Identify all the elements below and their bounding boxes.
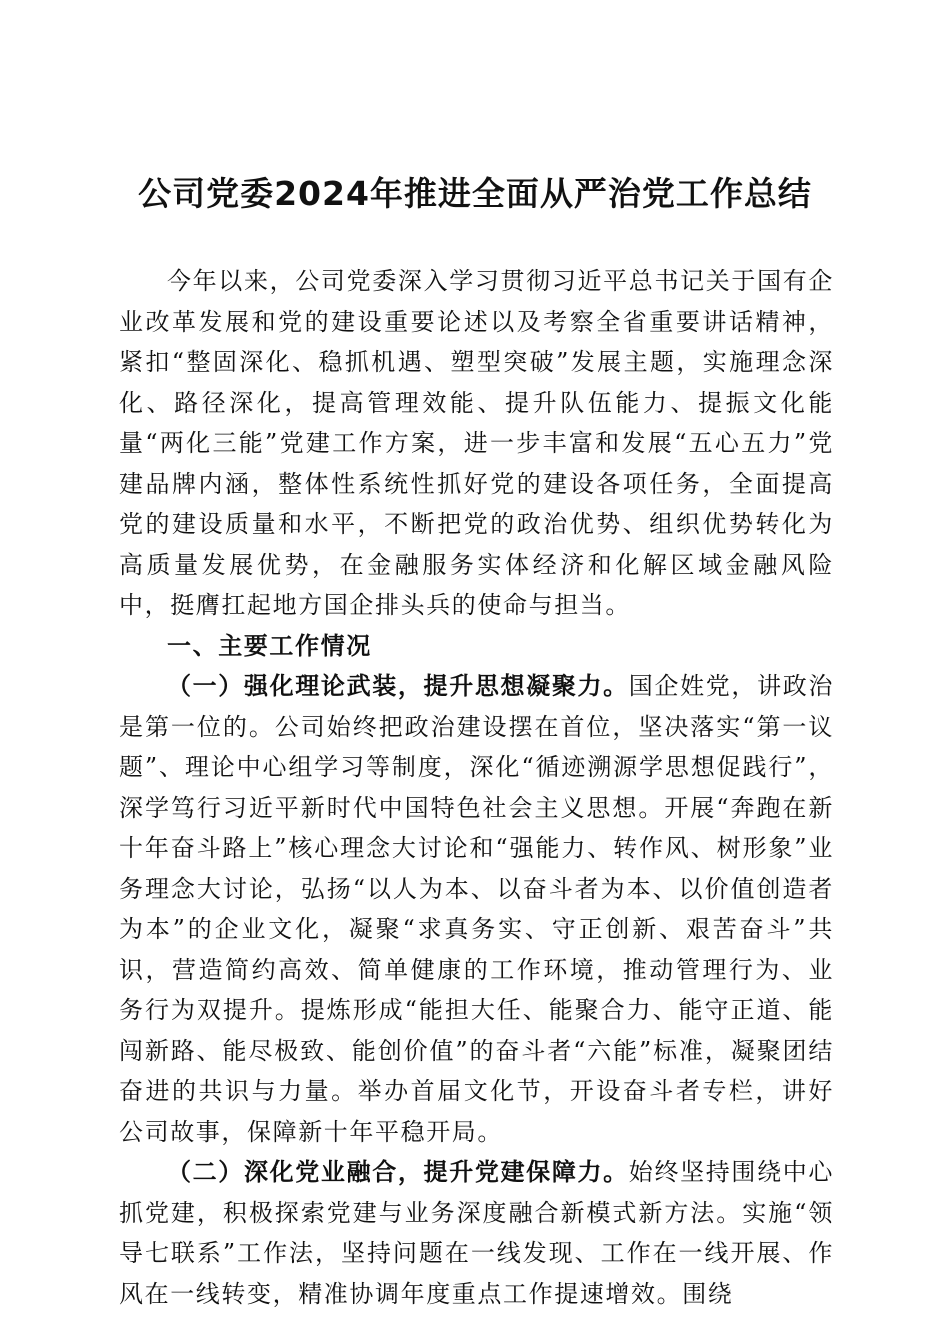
- item-lead-2: （二）深化党业融合，提升党建保障力。: [167, 1158, 629, 1186]
- item-lead-1: （一）强化理论武装，提升思想凝聚力。: [167, 672, 629, 700]
- item-text-2: 始终坚持围绕中心抓党建，积极探索党建与业务深度融合新模式新方法。实施“领导七联系”工作法，坚持问题在一线发现、工作在一线开展、作风在一线转变，精准协调年度重点工作提速增效。围绕: [119, 1158, 834, 1308]
- item-paragraph-1: [119, 666, 834, 1152]
- item-paragraph-2: [119, 1152, 834, 1314]
- document-title: 公司党委2024年推进全面从严治党工作总结: [138, 174, 812, 213]
- item-text-1: 国企姓党，讲政治是第一位的。公司始终把政治建设摆在首位，坚决落实“第一议题”、理论中心组学习等制度，深化“循迹溯源学思想促践行”，深学笃行习近平新时代中国特色社会主义思想。开展“奔跑在新十年奋斗路上”核心理念大讨论和“强能力、转作风、树形象”业务理念大讨论，弘扬“以人为本、以奋斗者为本、以价值创造者为本”的企业文化，凝聚“求真务实、守正创新、艰苦奋斗”共识，营造简约高效、简单健康的工作环境，推动管理行为、业务行为双提升。提炼形成“能担大任、能聚合力、能守正道、能闯新路、能尽极致、能创价值”的奋斗者“六能”标准，凝聚团结奋进的共识与力量。举办首届文化节，开设奋斗者专栏，讲好公司故事，保障新十年平稳开局。: [119, 672, 834, 1146]
- intro-paragraph: 今年以来，公司党委深入学习贯彻习近平总书记关于国有企业改革发展和党的建设重要论述以及考察全省重要讲话精神，紧扣“整固深化、稳抓机遇、塑型突破”发展主题，实施理念深化、路径深化，提高管理效能、提升队伍能力、提振文化能量“两化三能”党建工作方案，进一步丰富和发展“五心五力”党建品牌内涵，整体性系统性抓好党的建设各项任务，全面提高党的建设质量和水平，不断把党的政治优势、组织优势转化为高质量发展优势，在金融服务实体经济和化解区域金融风险中，挺膺扛起地方国企排头兵的使命与担当。: [119, 267, 834, 619]
- section-heading: 一、主要工作情况: [167, 631, 372, 660]
- document-body: [119, 261, 834, 1314]
